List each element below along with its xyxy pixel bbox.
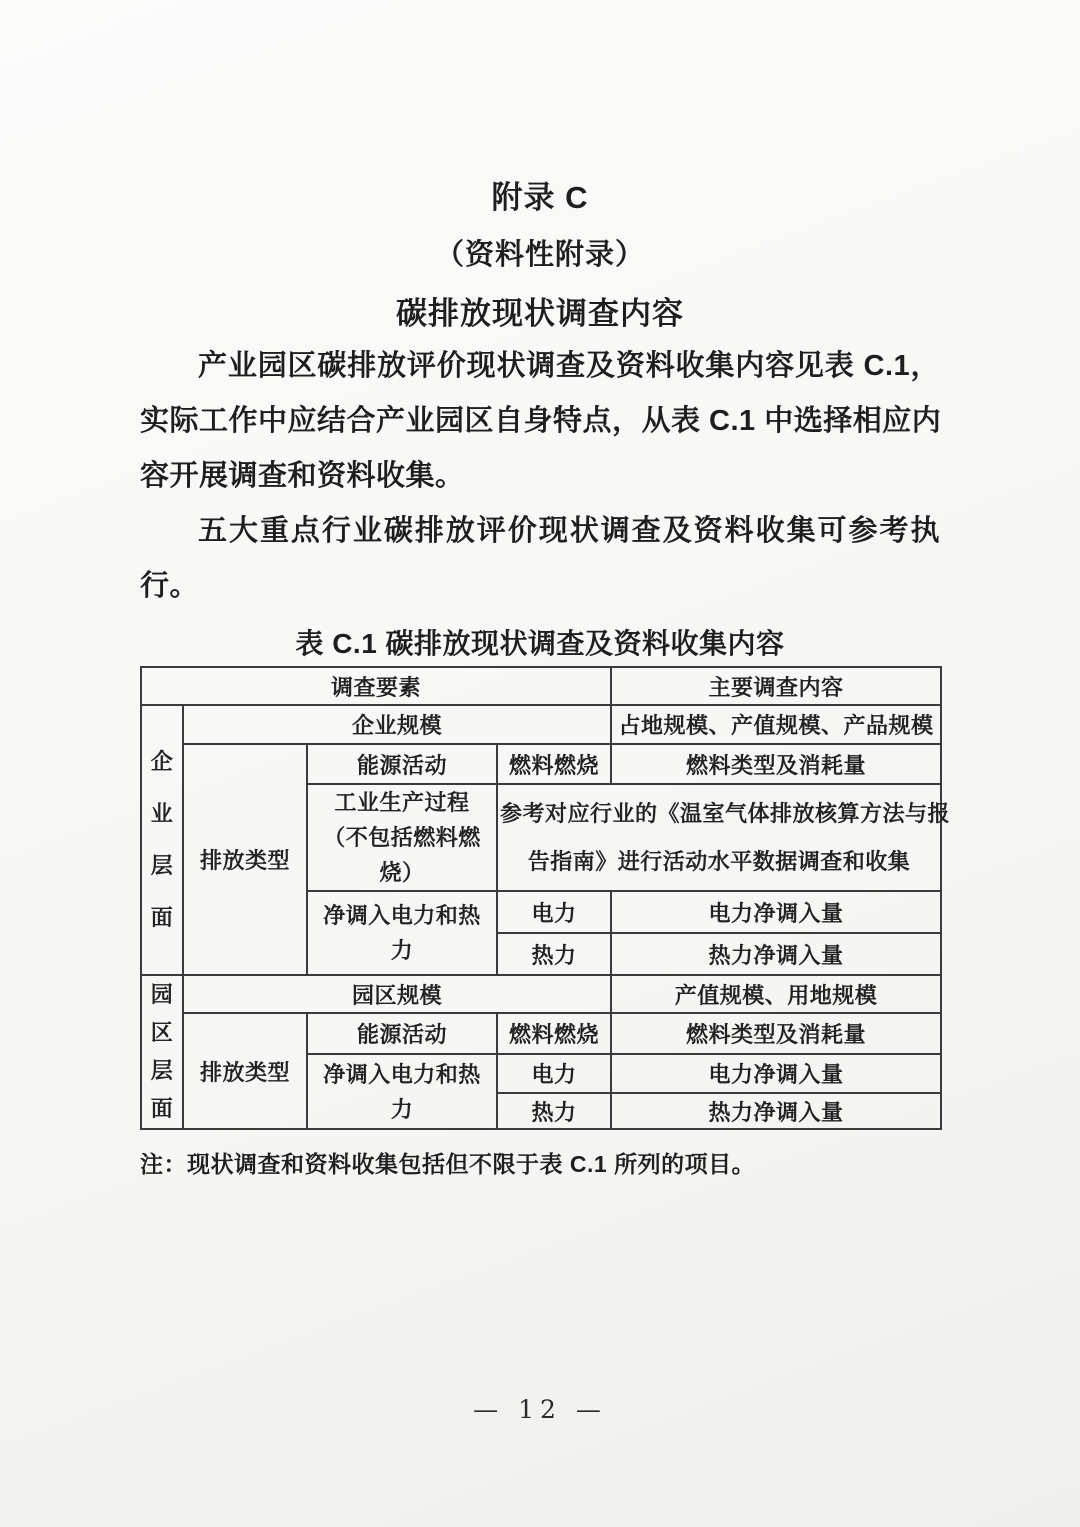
cell-enterprise-level <box>141 705 183 975</box>
table-note: 注：现状调查和资料收集包括但不限于表 C.1 所列的项目。 <box>140 1151 756 1177</box>
cell-park-level <box>141 975 183 1129</box>
cell-enterprise-energy-activity: 能源活动 <box>307 744 497 784</box>
cell-enterprise-heat: 热力 <box>497 933 611 975</box>
cell-enterprise-scale-content: 占地规模、产值规模、产品规模 <box>611 705 941 744</box>
cell-enterprise-heat-content: 热力净调入量 <box>611 933 941 975</box>
paragraph-line: 产业园区碳排放评价现状调查及资料收集内容见表 C.1， <box>198 350 940 382</box>
cell-park-fuel-content: 燃料类型及消耗量 <box>611 1013 941 1054</box>
appendix-title: 碳排放现状调查内容 <box>396 295 684 331</box>
cell-enterprise-emission-type: 排放类型 <box>183 744 307 975</box>
survey-content-table <box>140 666 951 1130</box>
industrial-content-line: 告指南》进行活动水平数据调查和收集 <box>527 848 911 874</box>
industrial-process-line: 工业生产过程 <box>334 790 470 815</box>
paragraph-2 <box>140 504 940 614</box>
industrial-process-line: （不包括燃料燃 <box>323 825 481 850</box>
page-number: — 12 — <box>473 1395 607 1424</box>
net-import-line: 净调入电力和热 <box>323 903 481 928</box>
paragraph-line: 实际工作中应结合产业园区自身特点，从表 C.1 中选择相应内 <box>140 405 942 437</box>
cell-park-fuel-combustion: 燃料燃烧 <box>497 1013 611 1054</box>
cell-enterprise-net-import <box>307 891 497 975</box>
cell-park-scale: 园区规模 <box>183 975 611 1013</box>
net-import-line: 净调入电力和热 <box>323 1061 481 1087</box>
cell-park-electricity: 电力 <box>497 1054 611 1093</box>
enterprise-level-label: 企业层面 <box>150 749 174 930</box>
cell-park-heat-content: 热力净调入量 <box>611 1093 941 1129</box>
paragraph-line: 容开展调查和资料收集。 <box>140 460 465 492</box>
cell-enterprise-electricity: 电力 <box>497 891 611 933</box>
col-header-survey-elements: 调查要素 <box>141 667 611 705</box>
appendix-heading-block <box>140 165 940 339</box>
industrial-content-line: 参考对应行业的《温室气体排放核算方法与报 <box>500 800 951 826</box>
paragraph-1 <box>140 339 940 504</box>
cell-park-net-import <box>307 1054 497 1129</box>
appendix-label: 附录 C <box>491 179 589 215</box>
net-import-line: 力 <box>390 1096 414 1122</box>
cell-enterprise-industrial-process <box>307 784 497 891</box>
paragraph-line: 行。 <box>140 570 200 602</box>
cell-enterprise-industrial-content <box>497 784 951 891</box>
cell-park-electricity-content: 电力净调入量 <box>611 1054 941 1093</box>
park-level-label: 园区层面 <box>150 982 174 1121</box>
document-page <box>140 0 951 1179</box>
paragraph-line: 五大重点行业碳排放评价现状调查及资料收集可参考执 <box>198 515 940 547</box>
cell-enterprise-scale: 企业规模 <box>183 705 611 744</box>
industrial-process-line: 烧） <box>379 860 425 885</box>
cell-enterprise-electricity-content: 电力净调入量 <box>611 891 941 933</box>
cell-park-emission-type: 排放类型 <box>183 1013 307 1129</box>
appendix-type: （资料性附录） <box>434 238 645 271</box>
cell-park-heat: 热力 <box>497 1093 611 1129</box>
net-import-line: 力 <box>390 938 414 963</box>
table-caption: 表 C.1 碳排放现状调查及资料收集内容 <box>295 628 785 659</box>
cell-enterprise-fuel-combustion: 燃料燃烧 <box>497 744 611 784</box>
cell-park-energy-activity: 能源活动 <box>307 1013 497 1054</box>
col-header-main-content: 主要调查内容 <box>611 667 941 705</box>
cell-park-scale-content: 产值规模、用地规模 <box>611 975 941 1013</box>
cell-enterprise-fuel-content: 燃料类型及消耗量 <box>611 744 941 784</box>
